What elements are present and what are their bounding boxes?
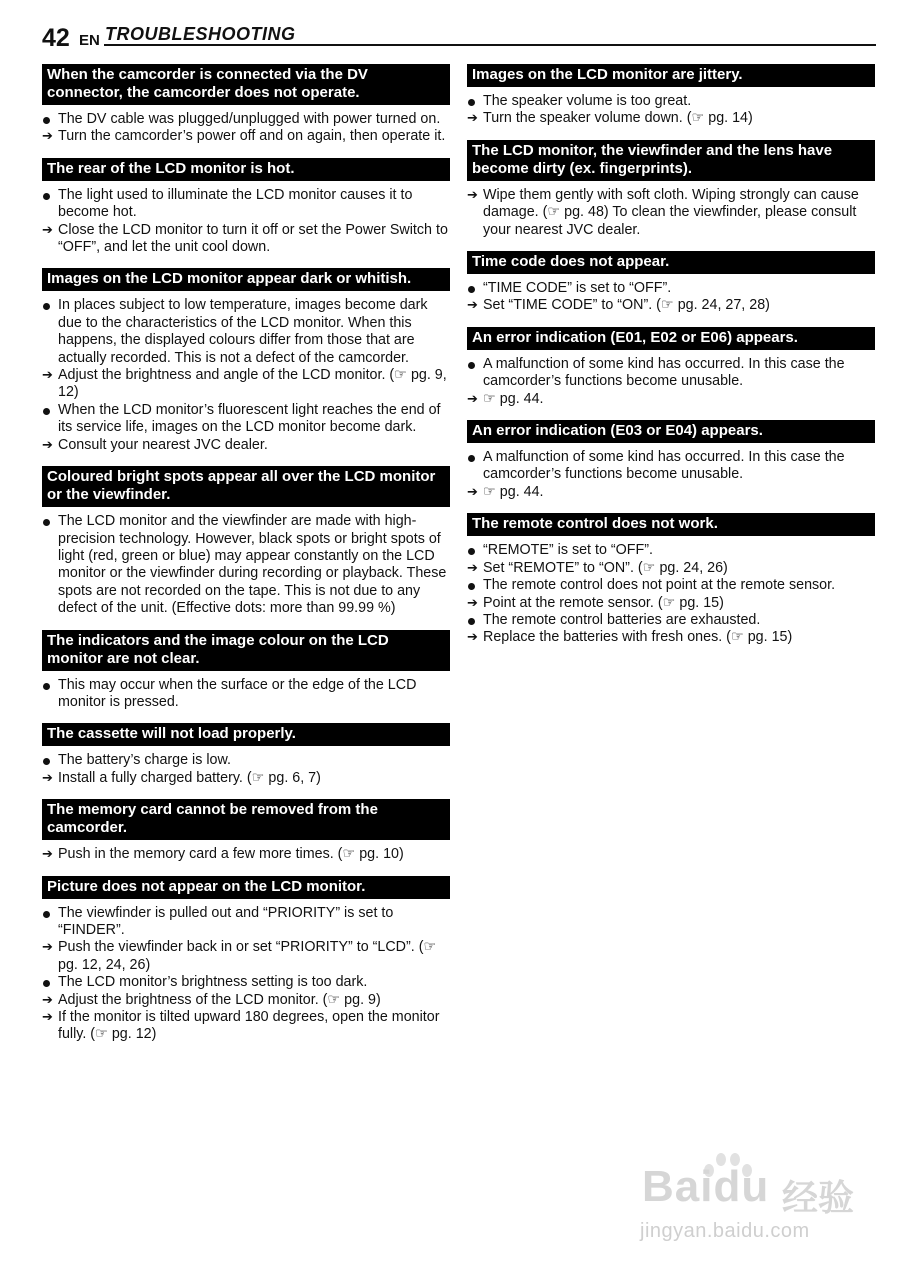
section-heading: The memory card cannot be removed from the camcorder. — [42, 799, 450, 840]
item-text: Turn the camcorder’s power off and on again, then operate it. — [58, 128, 446, 145]
item-text: A malfunction of some kind has occurred. In this case the camcorder’s functions become unusable. — [483, 355, 845, 390]
remedy-item — [467, 297, 875, 314]
symptom-item — [467, 93, 875, 110]
baidu-watermark — [640, 1150, 880, 1260]
troubleshooting-section — [467, 64, 875, 128]
item-text: Replace the batteries with fresh ones. (☞ pg. 15) — [483, 629, 793, 646]
symptom-item — [42, 905, 450, 940]
page-header — [42, 22, 876, 54]
remedy-item — [42, 437, 450, 454]
symptom-item — [42, 187, 450, 222]
troubleshooting-section — [467, 327, 875, 408]
remedy-item — [467, 560, 875, 577]
item-text: “REMOTE” is set to “OFF”. — [483, 542, 653, 559]
symptom-item — [42, 513, 450, 617]
watermark-logo: Baidu — [642, 1162, 770, 1211]
troubleshooting-section — [467, 513, 875, 646]
item-text: Install a fully charged battery. (☞ pg. 6, 7) — [58, 769, 321, 786]
item-text: The remote control does not point at the remote sensor. — [483, 577, 836, 594]
item-text: Push the viewfinder back in or set “PRIORITY” to “LCD”. (☞ pg. 12, 24, 26) — [58, 939, 437, 973]
symptom-item — [467, 577, 875, 594]
item-text: Turn the speaker volume down. (☞ pg. 14) — [483, 110, 753, 127]
troubleshooting-section — [42, 799, 450, 863]
language-label: EN — [79, 32, 100, 49]
item-text: This may occur when the surface or the edge of the LCD monitor is pressed. — [58, 676, 417, 710]
item-text: The viewfinder is pulled out and “PRIORITY” is set to “FINDER”. — [58, 904, 394, 938]
item-text: Set “TIME CODE” to “ON”. (☞ pg. 24, 27, 28) — [483, 297, 770, 314]
troubleshooting-section — [42, 268, 450, 454]
troubleshooting-section — [467, 140, 875, 239]
item-text: Close the LCD monitor to turn it off or set the Power Switch to “OFF”, and let the unit cool down. — [58, 221, 448, 256]
symptom-item — [42, 402, 450, 437]
remedy-item — [42, 222, 450, 257]
symptom-item — [467, 280, 875, 297]
item-text: The light used to illuminate the LCD monitor causes it to become hot. — [58, 186, 413, 221]
watermark-url: jingyan.baidu.com — [640, 1220, 810, 1242]
item-text: The remote control batteries are exhausted. — [483, 611, 761, 628]
item-text: The LCD monitor’s brightness setting is too dark. — [58, 974, 368, 991]
remedy-item — [467, 629, 875, 646]
section-heading: An error indication (E01, E02 or E06) appears. — [467, 327, 875, 350]
item-text: The speaker volume is too great. — [483, 93, 692, 109]
troubleshooting-section — [42, 158, 450, 257]
header-rule — [104, 44, 876, 46]
troubleshooting-section — [467, 420, 875, 501]
item-text: Push in the memory card a few more times. (☞ pg. 10) — [58, 846, 404, 863]
section-heading: The LCD monitor, the viewfinder and the lens have become dirty (ex. fingerprints). — [467, 140, 875, 181]
troubleshooting-section — [42, 723, 450, 787]
item-text: The battery’s charge is low. — [58, 752, 231, 769]
item-text: A malfunction of some kind has occurred. In this case the camcorder’s functions become unusable. — [483, 449, 845, 483]
section-heading: Time code does not appear. — [467, 251, 875, 274]
remedy-item — [42, 770, 450, 787]
remedy-item — [42, 992, 450, 1009]
remedy-item — [467, 391, 875, 408]
item-text: “TIME CODE” is set to “OFF”. — [483, 280, 672, 297]
symptom-item — [467, 612, 875, 629]
item-text: When the LCD monitor’s fluorescent light reaches the end of its service life, images on the LCD monitor become dark. — [58, 401, 441, 436]
page-number: 42 — [42, 24, 70, 52]
section-heading: The indicators and the image colour on the LCD monitor are not clear. — [42, 630, 450, 671]
symptom-item — [42, 111, 450, 128]
section-heading: The remote control does not work. — [467, 513, 875, 536]
remedy-item — [42, 939, 450, 974]
section-heading: When the camcorder is connected via the DV connector, the camcorder does not operate. — [42, 64, 450, 105]
symptom-item — [42, 974, 450, 991]
item-text: If the monitor is tilted upward 180 degrees, open the monitor fully. (☞ pg. 12) — [58, 1009, 440, 1043]
symptom-item — [467, 542, 875, 559]
remedy-item — [42, 367, 450, 402]
right-column — [467, 64, 875, 659]
item-text: ☞ pg. 44. — [483, 483, 544, 500]
item-text: Set “REMOTE” to “ON”. (☞ pg. 24, 26) — [483, 559, 728, 576]
remedy-item — [42, 1009, 450, 1044]
item-text: The LCD monitor and the viewfinder are made with high-precision technology. However, black spots or bright spots of light (red, green or blue) may appear constantly on the LCD monitor or the viewfinder during recording or playback. These spots are not recorded on the tape. This is not due to any defect of the unit. (Effective dots: more than 99.99 %) — [58, 513, 447, 617]
remedy-item — [467, 595, 875, 612]
item-text: Point at the remote sensor. (☞ pg. 15) — [483, 594, 724, 611]
section-heading: The cassette will not load properly. — [42, 723, 450, 746]
section-heading: Images on the LCD monitor are jittery. — [467, 64, 875, 87]
item-text: Consult your nearest JVC dealer. — [58, 436, 268, 453]
section-title: TROUBLESHOOTING — [105, 24, 296, 44]
symptom-item — [467, 356, 875, 391]
troubleshooting-section — [467, 251, 875, 315]
troubleshooting-section — [42, 466, 450, 617]
troubleshooting-section — [42, 876, 450, 1044]
item-text: Adjust the brightness of the LCD monitor. (☞ pg. 9) — [58, 991, 381, 1008]
troubleshooting-section — [42, 64, 450, 146]
section-heading: The rear of the LCD monitor is hot. — [42, 158, 450, 181]
symptom-item — [42, 752, 450, 769]
item-text: In places subject to low temperature, images become dark due to the characteristics of the LCD monitor. When this happens, the displayed colours differ from those that are actually recorded. This is not a defect of the camcorder. — [58, 297, 428, 366]
remedy-item — [467, 484, 875, 501]
symptom-item — [42, 297, 450, 367]
section-heading: An error indication (E03 or E04) appears. — [467, 420, 875, 443]
section-heading: Picture does not appear on the LCD monitor. — [42, 876, 450, 899]
item-text: The DV cable was plugged/unplugged with power turned on. — [58, 111, 441, 127]
symptom-item — [467, 449, 875, 484]
remedy-item — [42, 128, 450, 145]
troubleshooting-section — [42, 630, 450, 712]
section-heading: Images on the LCD monitor appear dark or whitish. — [42, 268, 450, 291]
item-text: Adjust the brightness and angle of the LCD monitor. (☞ pg. 9, 12) — [58, 367, 447, 401]
item-text: ☞ pg. 44. — [483, 390, 544, 407]
item-text: Wipe them gently with soft cloth. Wiping strongly can cause damage. (☞ pg. 48) To clean the viewfinder, please consult your nearest JVC dealer. — [483, 186, 859, 238]
watermark-cn: 经验 — [782, 1177, 855, 1218]
left-column — [42, 64, 450, 1056]
remedy-item — [467, 187, 875, 239]
remedy-item — [42, 846, 450, 863]
remedy-item — [467, 110, 875, 127]
symptom-item — [42, 677, 450, 712]
section-heading: Coloured bright spots appear all over the LCD monitor or the viewfinder. — [42, 466, 450, 507]
